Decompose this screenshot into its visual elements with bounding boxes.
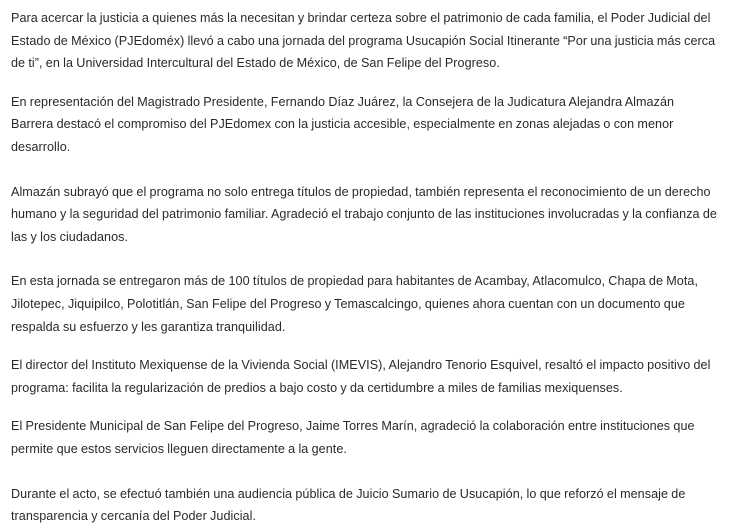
article-paragraph-5: El director del Instituto Mexiquense de la Vivienda Social (IMEVIS), Alejandro Tenorio Esquivel, resaltó el impacto positivo del programa: facilita la regularización de predios a bajo costo y da certidumbre a miles de familias mexiquenses. [11,358,711,395]
article-paragraph-3: Almazán subrayó que el programa no solo entrega títulos de propiedad, también representa el reconocimiento de un derecho humano y la seguridad del patrimonio familiar. Agradeció el trabajo conjunto de las instituciones involucradas y la confianza de las y los ciudadanos. [11,184,717,244]
article-paragraph-2: En representación del Magistrado Presidente, Fernando Díaz Juárez, la Consejera de la Judicatura Alejandra Almazán Barrera destacó el compromiso del PJEdomex con la justicia accesible, especialmente en zonas alejadas o con menor desarrollo. [11,94,675,154]
article-paragraph-1: Para acercar la justicia a quienes más la necesitan y brindar certeza sobre el patrimonio de cada familia, el Poder Judicial del Estado de México (PJEdoméx) llevó a cabo una jornada del programa Usucapión Social Itinerante “Por una justicia más cerca de ti”, en la Universidad Intercultural del Estado de México, de San Felipe del Progreso. [11,11,716,71]
article-paragraph-7: Durante el acto, se efectuó también una audiencia pública de Juicio Sumario de Usucapión, lo que reforzó el mensaje de transparencia y cercanía del Poder Judicial. [11,486,686,524]
article-paragraph-6: El Presidente Municipal de San Felipe del Progreso, Jaime Torres Marín, agradeció la colaboración entre instituciones que permite que estos servicios lleguen directamente a la gente. [11,419,695,456]
article-paragraph-4: En esta jornada se entregaron más de 100 títulos de propiedad para habitantes de Acambay, Atlacomulco, Chapa de Mota, Jilotepec, Jiquipilco, Polotitlán, San Felipe del Progreso y Temascalcingo, quienes ahora cuentan con un documento que respalda su esfuerzo y les garantiza tranquilidad. [11,274,699,334]
article-body [11,7,717,528]
